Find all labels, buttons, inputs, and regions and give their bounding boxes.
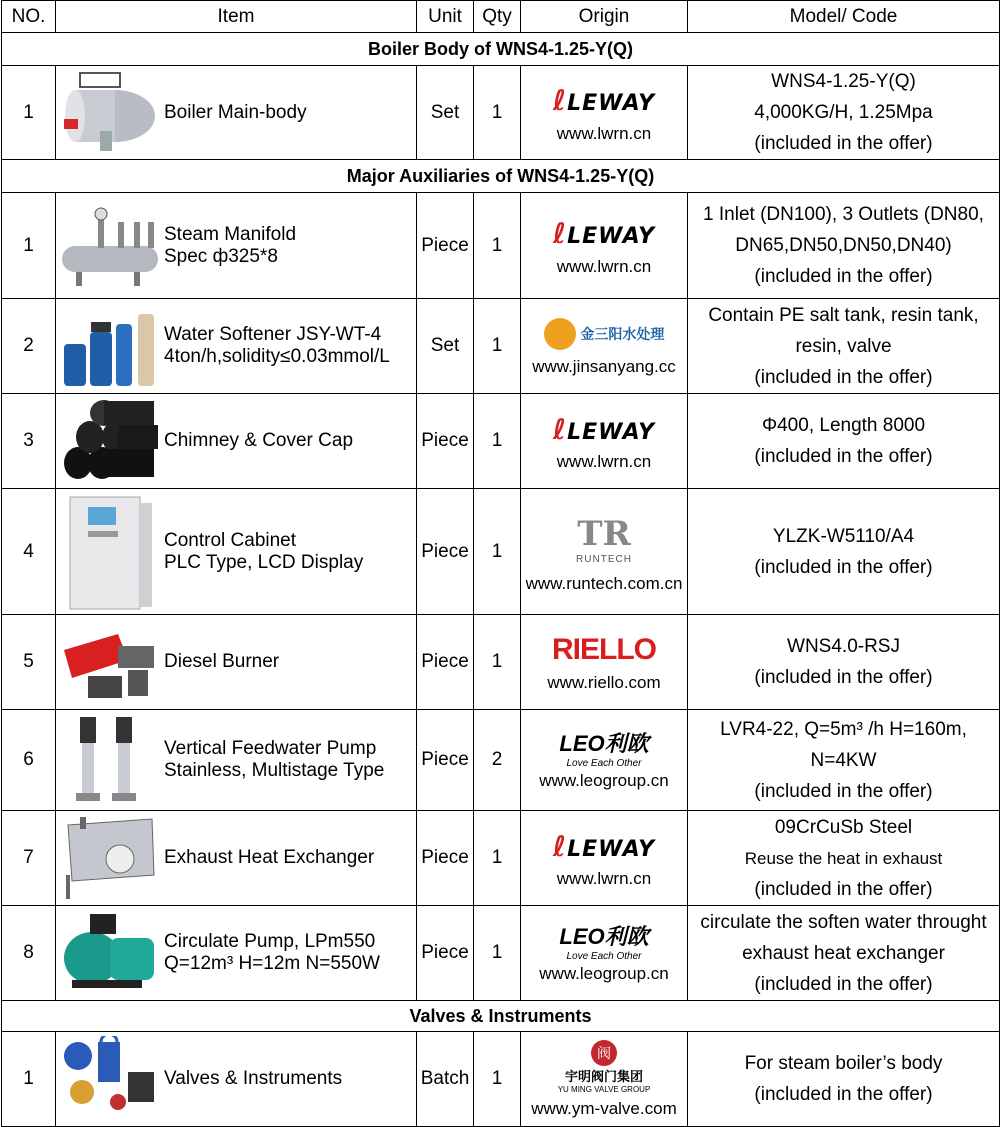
table-row — [2, 710, 1000, 811]
chimney-image — [56, 399, 164, 483]
item-name: Chimney & Cover Cap — [164, 430, 354, 451]
unit-cell: Piece — [417, 906, 474, 1001]
qty-cell: 1 — [474, 489, 521, 615]
unit-cell: Piece — [417, 710, 474, 811]
row-no: 3 — [2, 394, 56, 489]
origin-url: www.leogroup.cn — [539, 771, 669, 790]
item-cell — [56, 66, 417, 160]
origin-cell — [521, 66, 688, 160]
qty-cell: 1 — [474, 1032, 521, 1127]
unit-cell: Piece — [417, 394, 474, 489]
vertical-pump-image — [56, 715, 164, 805]
item-name: Valves & Instruments — [164, 1068, 343, 1089]
origin-cell — [521, 394, 688, 489]
valves-image — [56, 1036, 164, 1122]
unit-cell: Piece — [417, 811, 474, 906]
item-name: Circulate Pump, LPm550 — [164, 931, 376, 952]
table-row — [2, 489, 1000, 615]
table-row — [2, 906, 1000, 1001]
model-cell: 09CrCuSb Steel Reuse the heat in exhaust (included in the offer) — [688, 811, 1000, 906]
item-name: Exhaust Heat Exchanger — [164, 847, 375, 868]
heat-exchanger-image — [56, 815, 164, 901]
unit-cell: Set — [417, 66, 474, 160]
item-cell — [56, 615, 417, 710]
leway-logo: ℓLEWAY — [552, 829, 656, 863]
control-cabinet-image — [56, 493, 164, 611]
model-cell: 1 Inlet (DN100), 3 Outlets (DN80, DN65,DN50,DN50,DN40) (included in the offer) — [688, 193, 1000, 299]
section-title: Major Auxiliaries of WNS4-1.25-Y(Q) — [2, 160, 1000, 193]
unit-cell: Batch — [417, 1032, 474, 1127]
jinsanyang-logo: 金三阳水处理 — [521, 315, 687, 353]
qty-cell: 2 — [474, 710, 521, 811]
qty-cell: 1 — [474, 193, 521, 299]
item-cell — [56, 710, 417, 811]
steam-manifold-image — [56, 204, 164, 288]
origin-url: www.jinsanyang.cc — [532, 357, 676, 376]
model-cell: Contain PE salt tank, resin tank, resin, valve (included in the offer) — [688, 299, 1000, 394]
row-no: 5 — [2, 615, 56, 710]
origin-url: www.riello.com — [547, 673, 661, 692]
item-cell — [56, 489, 417, 615]
header-unit: Unit — [417, 1, 474, 33]
leo-logo: LEO利欧 Love Each Other — [559, 924, 649, 962]
item-spec: 4ton/h,solidity≤0.03mmol/L — [164, 346, 390, 367]
section-title: Boiler Body of WNS4-1.25-Y(Q) — [2, 33, 1000, 66]
row-no: 2 — [2, 299, 56, 394]
item-name: Water Softener JSY-WT-4 — [164, 324, 382, 345]
qty-cell: 1 — [474, 394, 521, 489]
item-name: Vertical Feedwater Pump — [164, 738, 377, 759]
origin-cell — [521, 299, 688, 394]
origin-cell — [521, 906, 688, 1001]
item-spec: Stainless, Multistage Type — [164, 760, 385, 781]
leway-logo: ℓLEWAY — [552, 84, 656, 117]
row-no: 4 — [2, 489, 56, 615]
row-no: 8 — [2, 906, 56, 1001]
item-cell — [56, 811, 417, 906]
header-item: Item — [56, 1, 417, 33]
table-row — [2, 615, 1000, 710]
unit-cell: Piece — [417, 615, 474, 710]
item-cell — [56, 1032, 417, 1127]
qty-cell: 1 — [474, 906, 521, 1001]
header-model: Model/ Code — [688, 1, 1000, 33]
item-spec: Q=12m³ H=12m N=550W — [164, 953, 380, 974]
origin-cell — [521, 193, 688, 299]
item-cell — [56, 299, 417, 394]
unit-cell: Piece — [417, 193, 474, 299]
table-row — [2, 1032, 1000, 1127]
leway-logo: ℓLEWAY — [552, 217, 656, 250]
origin-url: www.lwrn.cn — [556, 256, 652, 276]
origin-url: www.lwrn.cn — [556, 452, 652, 471]
item-cell — [56, 394, 417, 489]
item-spec: PLC Type, LCD Display — [164, 551, 364, 573]
model-cell: WNS4-1.25-Y(Q) 4,000KG/H, 1.25Mpa (included in the offer) — [688, 66, 1000, 160]
origin-cell — [521, 710, 688, 811]
origin-url: www.lwrn.cn — [556, 869, 652, 888]
item-name: Steam Manifold — [164, 223, 297, 245]
origin-cell — [521, 489, 688, 615]
model-cell: For steam boiler’s body (included in the offer) — [688, 1032, 1000, 1127]
runtech-logo: TR RUNTECH — [576, 514, 632, 565]
item-cell — [56, 906, 417, 1001]
section-row-valves — [2, 1001, 1000, 1032]
item-spec: Spec ф325*8 — [164, 245, 278, 267]
table-row — [2, 193, 1000, 299]
model-cell: circulate the soften water throught exhaust heat exchanger (included in the offer) — [688, 906, 1000, 1001]
origin-cell — [521, 615, 688, 710]
section-row-auxiliaries — [2, 160, 1000, 193]
item-name: Boiler Main-body — [164, 101, 307, 123]
origin-url: www.runtech.com.cn — [525, 573, 683, 593]
row-no: 7 — [2, 811, 56, 906]
water-softener-image — [56, 304, 164, 388]
row-no: 6 — [2, 710, 56, 811]
equipment-table — [1, 0, 1000, 1127]
table-row — [2, 66, 1000, 160]
section-row-boiler — [2, 33, 1000, 66]
unit-cell: Set — [417, 299, 474, 394]
origin-url: www.ym-valve.com — [531, 1099, 677, 1118]
header-qty: Qty — [474, 1, 521, 33]
model-cell: WNS4.0-RSJ (included in the offer) — [688, 615, 1000, 710]
item-name: Diesel Burner — [164, 651, 280, 672]
unit-cell: Piece — [417, 489, 474, 615]
section-title: Valves & Instruments — [2, 1001, 1000, 1032]
model-cell: YLZK-W5110/A4 (included in the offer) — [688, 489, 1000, 615]
item-cell — [56, 193, 417, 299]
table-row — [2, 299, 1000, 394]
yuming-logo: 阀 宇明阀门集团 YU MING VALVE GROUP — [521, 1039, 687, 1095]
leo-logo: LEO利欧 Love Each Other — [559, 731, 649, 769]
item-name: Control Cabinet — [164, 529, 297, 551]
model-cell: LVR4-22, Q=5m³ /h H=160m, N=4KW (included in the offer) — [688, 710, 1000, 811]
qty-cell: 1 — [474, 299, 521, 394]
row-no: 1 — [2, 66, 56, 160]
qty-cell: 1 — [474, 811, 521, 906]
diesel-burner-image — [56, 620, 164, 704]
qty-cell: 1 — [474, 66, 521, 160]
row-no: 1 — [2, 193, 56, 299]
row-no: 1 — [2, 1032, 56, 1127]
header-no: NO. — [2, 1, 56, 33]
origin-cell — [521, 1032, 688, 1127]
origin-url: www.lwrn.cn — [556, 123, 652, 143]
origin-url: www.leogroup.cn — [539, 964, 669, 983]
model-cell: Φ400, Length 8000 (included in the offer) — [688, 394, 1000, 489]
qty-cell: 1 — [474, 615, 521, 710]
boiler-image — [56, 71, 164, 155]
table-row — [2, 394, 1000, 489]
table-row — [2, 811, 1000, 906]
header-row — [2, 1, 1000, 33]
circulate-pump-image — [56, 910, 164, 996]
origin-cell — [521, 811, 688, 906]
leway-logo: ℓLEWAY — [552, 412, 656, 446]
header-origin: Origin — [521, 1, 688, 33]
riello-logo: RIELLO — [552, 633, 656, 666]
